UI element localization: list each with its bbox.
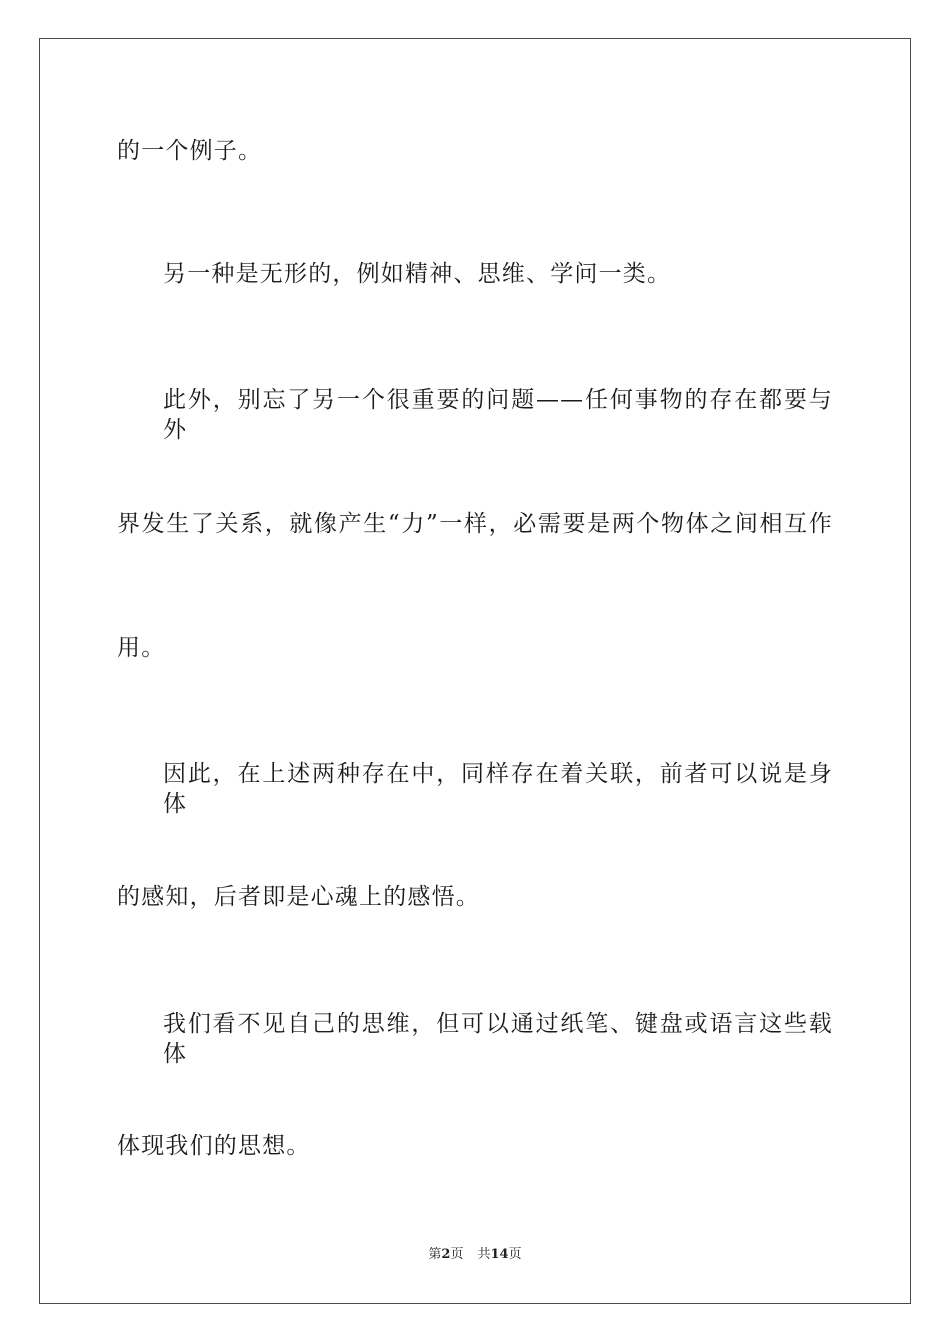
total-pages: 14 xyxy=(490,1247,509,1262)
text-line-4: 界发生了关系，就像产生“力”一样，必需要是两个物体之间相互作 xyxy=(117,511,833,537)
text-line-2: 另一种是无形的，例如精神、思维、学问一类。 xyxy=(163,261,672,287)
page-border xyxy=(39,38,911,1304)
text-line-6: 因此，在上述两种存在中，同样存在着关联，前者可以说是身体 xyxy=(163,761,833,817)
text-line-5: 用。 xyxy=(117,635,166,661)
total-label-suffix: 页 xyxy=(508,1247,522,1262)
text-line-7: 的感知，后者即是心魂上的感悟。 xyxy=(117,884,480,910)
text-line-8: 我们看不见自己的思维，但可以通过纸笔、键盘或语言这些载体 xyxy=(163,1011,833,1067)
page-label-suffix: 页 xyxy=(450,1247,464,1262)
page-number: 2 xyxy=(441,1247,451,1262)
total-label-prefix: 共 xyxy=(477,1247,491,1262)
page-label-prefix: 第 xyxy=(428,1247,442,1262)
page-footer xyxy=(0,1246,950,1264)
text-line-1: 的一个例子。 xyxy=(117,138,263,164)
text-line-9: 体现我们的思想。 xyxy=(117,1133,311,1159)
text-line-3: 此外，别忘了另一个很重要的问题——任何事物的存在都要与外 xyxy=(163,387,833,443)
